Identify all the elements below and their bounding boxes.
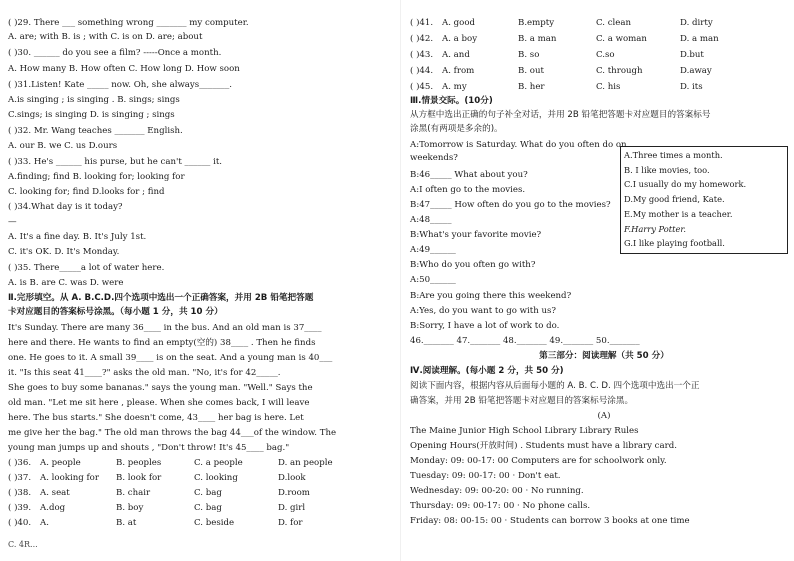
question-number: ( )42. (410, 34, 434, 44)
column-divider (400, 0, 401, 561)
answer-option: A. a boy (442, 34, 478, 44)
question-number: ( )40. (8, 518, 32, 528)
right-text-line: 从方框中选出正确的句子补全对话，并用 2B 铅笔把答题卡对应题目的答案标号 (410, 110, 711, 120)
answer-option: B. boy (116, 503, 144, 513)
left-text-line: here. The bus starts." She doesn't come, 43____ her bag is here. Let (8, 413, 304, 423)
question-number: ( )45. (410, 82, 434, 92)
right-text-line: Monday: 09: 00-17: 00 Computers are for schoolwork only. (410, 456, 667, 466)
answer-option: C. a people (194, 458, 243, 468)
right-text-line: Opening Hours(开放时间) . Students must have a library card. (410, 441, 677, 451)
left-text-line: young man jumps up and shouts , "Don't throw! It's 45____ bag." (8, 443, 290, 453)
box-option: B. I like movies, too. (624, 164, 710, 175)
answer-option: C. a woman (596, 34, 647, 44)
right-text-line: weekends? (410, 153, 458, 163)
box-option: F.Harry Potter. (624, 223, 687, 234)
answer-option: B. look for (116, 473, 162, 483)
right-text-line: (A) (597, 411, 611, 421)
left-text-line: Ⅱ.完形填空。从 A. B.C.D.四个选项中选出一个正确答案，并用 2B 铅笔把答题 (8, 293, 314, 303)
left-text-line: ( )31.Listen! Kate _____ now. Oh, she always_______. (8, 80, 232, 90)
right-text-line: Tuesday: 09: 00-17: 00 · Don't eat. (410, 471, 561, 481)
right-text-line: B:Who do you often go with? (410, 260, 536, 270)
answer-option: A. my (442, 82, 467, 92)
answer-option: C. his (596, 82, 621, 92)
left-text-line: A. How many B. How often C. How long D. How soon (8, 64, 240, 74)
right-text-line: B:46_____ What about you? (410, 170, 528, 180)
question-number: ( )44. (410, 66, 434, 76)
answer-option: C. beside (194, 518, 235, 528)
right-column (410, 0, 794, 561)
answer-option: A. (40, 518, 49, 528)
right-text-line: A:I often go to the movies. (410, 185, 526, 195)
right-text-line: The Maine Junior High School Library Library Rules (410, 426, 639, 436)
left-text-line: C. it's OK. D. It's Monday. (8, 247, 120, 257)
answer-option: B.empty (518, 18, 555, 28)
answer-option: A. looking for (40, 473, 99, 483)
left-text-line: A. is B. are C. was D. were (8, 278, 124, 288)
answer-option: B. chair (116, 488, 151, 498)
answer-option: D. dirty (680, 18, 713, 28)
answer-option: A. from (442, 66, 475, 76)
box-option: D.My good friend, Kate. (624, 194, 725, 205)
left-text-line: C. looking for; find D.looks for ; find (8, 187, 165, 197)
answer-option: D. girl (278, 503, 306, 513)
answer-option: B. out (518, 66, 544, 76)
box-option: A.Three times a month. (624, 150, 723, 160)
answer-option: D. for (278, 518, 303, 528)
right-text-line: 阅读下面内容，根据内容从后面每小题的 A. B. C. D. 四个选项中选出一个正 (410, 381, 700, 391)
right-text-line: B:47_____ How often do you go to the movies? (410, 200, 611, 210)
left-text-line: — (8, 217, 17, 227)
left-text-line: ( )30. ______ do you see a film? -----Once a month. (8, 48, 222, 58)
right-text-line: 46._______ 47._______ 48._______ 49._______ 50._______ (410, 336, 640, 346)
answer-option: C. bag (194, 503, 222, 513)
answer-option: D. a man (680, 34, 719, 44)
answer-option: B. a man (518, 34, 557, 44)
answer-option: D. its (680, 82, 703, 92)
right-text-line: Wednesday: 09: 00-20: 00 · No running. (410, 486, 584, 496)
question-number: ( )39. (8, 503, 32, 513)
answer-option: C. through (596, 66, 643, 76)
left-text-line: 卡对应题目的答案标号涂黑。（每小题 1 分，共 10 分） (8, 307, 223, 317)
question-number: ( )43. (410, 50, 434, 60)
answer-option: B. so (518, 50, 540, 60)
right-text-line: A:50______ (410, 275, 456, 285)
answer-option: C. clean (596, 18, 632, 28)
answer-options-box (620, 146, 788, 254)
left-text-line: it. "Is this seat 41____?" asks the old man. "No, it's for 42_____. (8, 368, 281, 378)
answer-option: C. bag (194, 488, 222, 498)
left-text-line: me give her the bag." The old man throws the bag 44___of the window. The (8, 428, 337, 438)
box-option: G.I like playing football. (624, 238, 725, 249)
question-number: ( )38. (8, 488, 32, 498)
left-text-line: She goes to buy some bananas." says the young man. "Well." Says the (8, 383, 313, 393)
right-text-line: 涂黑(有两项是多余的)。 (410, 124, 503, 134)
right-text-line: B:What's your favorite movie? (410, 230, 542, 240)
question-number: ( )36. (8, 458, 32, 468)
answer-option: A.dog (40, 503, 66, 513)
left-text-line: ( )33. He's ______ his purse, but he can't ______ it. (8, 157, 223, 167)
right-text-line: A:Tomorrow is Saturday. What do you often do on (410, 140, 627, 150)
question-number: ( )41. (410, 18, 434, 28)
answer-option: B. at (116, 518, 137, 528)
left-text-line: ( )29. There ___ something wrong _______ my computer. (8, 18, 249, 28)
question-number: ( )37. (8, 473, 32, 483)
left-text-line: ( )34.What day is it today? (8, 202, 123, 212)
answer-option: D.away (680, 66, 712, 76)
box-option: E.My mother is a teacher. (624, 208, 733, 219)
left-text-line: C.sings; is singing D. is singing ; sings (8, 110, 175, 120)
right-text-line: 确答案，并用 2B 铅笔把答题卡对应题目的答案标号涂黑。 (410, 396, 634, 406)
answer-option: A. good (442, 18, 476, 28)
left-text-line: A. our B. we C. us D.ours (8, 141, 118, 151)
answer-option: D.room (278, 488, 310, 498)
left-text-line: A. It's a fine day. B. It's July 1st. (8, 232, 147, 242)
left-text-line: A. are; with B. is ; with C. is on D. are; about (8, 32, 203, 42)
answer-option: D.look (278, 473, 306, 483)
answer-option: A. seat (40, 488, 70, 498)
answer-option: A. people (40, 458, 81, 468)
box-option: C.I usually do my homework. (624, 179, 747, 190)
answer-option: C.so (596, 50, 615, 60)
right-text-line: B:Sorry, I have a lot of work to do. (410, 321, 560, 331)
answer-option: C. looking (194, 473, 238, 483)
right-text-line: Thursday: 09: 00-17: 00 · No phone calls. (410, 501, 591, 511)
right-text-line: A:49______ (410, 245, 456, 255)
left-text-line: ( )32. Mr. Wang teaches _______ English. (8, 126, 183, 136)
left-column (8, 0, 396, 561)
right-text-line: Ⅳ.阅读理解。(每小题 2 分，共 50 分) (410, 366, 564, 376)
answer-option: D.but (680, 50, 704, 60)
right-text-line: 第三部分：阅读理解（共 50 分） (539, 351, 669, 361)
answer-option: B. her (518, 82, 545, 92)
answer-option: D. an people (278, 458, 333, 468)
page-footer-mark: C. 4R... (8, 540, 38, 549)
right-text-line: Ⅲ.情景交际。(10分) (410, 96, 493, 106)
right-text-line: Friday: 08: 00-15: 00 · Students can borrow 3 books at one time (410, 516, 690, 526)
right-text-line: B:Are you going there this weekend? (410, 291, 572, 301)
left-text-line: ( )35. There_____a lot of water here. (8, 263, 165, 273)
answer-option: B. peoples (116, 458, 162, 468)
left-text-line: one. He goes to it. A small 39____ is on the seat. And a young man is 40___ (8, 353, 333, 363)
left-text-line: here and there. He wants to find an empty(空的) 38____ . Then he finds (8, 338, 316, 348)
left-text-line: A.is singing ; is singing . B. sings; sings (8, 95, 180, 105)
right-text-line: A:Yes, do you want to go with us? (410, 306, 557, 316)
left-text-line: A.finding; find B. looking for; looking for (8, 172, 185, 182)
answer-option: A. and (442, 50, 470, 60)
left-text-line: It's Sunday. There are many 36____ in the bus. And an old man is 37____ (8, 323, 322, 333)
right-text-line: A:48_____ (410, 215, 452, 225)
left-text-line: old man. "Let me sit here , please. When she comes back, I will leave (8, 398, 310, 408)
